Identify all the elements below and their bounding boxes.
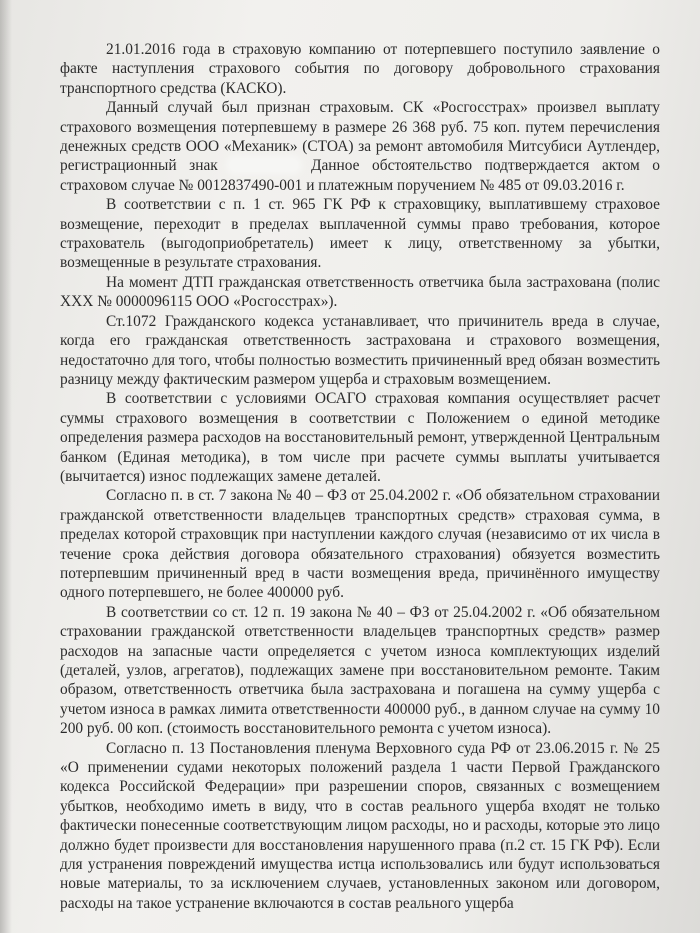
paragraph-6: В соответствии с условиями ОСАГО страховая компания осуществляет расчет суммы страхового возмещения в соответствии с Положением о единой методике определения размера расходов на восстановительный ремонт, утвержденной Центральным банком (Единая методика), в том числе при расчете суммы выплаты учитывается (вычитается) износ подлежащих замене деталей. <box>60 390 660 485</box>
paragraph-2-text: Данный случай был признан страховым. СК «Росгосстрах» произвел выплату страхового возмещения потерпевшему в размере 26 368 руб. 75 коп. путем перечисления денежных средств ООО «Механик» (СТОА) за ремонт автомобиля Митсубиси Аутлендер, регистрационный знак <box>60 99 660 175</box>
paragraph-2 <box>60 98 660 195</box>
page-edge-shadow <box>0 0 12 933</box>
paragraph-2-continuation: Данное обстоятельство подтверждается актом о страховом случае № 0012837490-001 и платежным поручением № 485 от 09.03.2016 г. <box>60 157 660 194</box>
paragraph-5: Ст.1072 Гражданского кодекса устанавливает, что причинитель вреда в случае, когда его гражданская ответственность застрахована и страхового возмещения, недостаточно для того, чтобы полностью возместить причиненный вред обязан возместить разницу между фактическим размером ущерба и страховым возмещением. <box>60 312 660 388</box>
paragraph-8: В соответствии со ст. 12 п. 19 закона № 40 – ФЗ от 25.04.2002 г. «Об обязательном страховании гражданской ответственности владельцев транспортных средств» размер расходов на запасные части определяется с учетом износа комплектующих изделий (деталей, узлов, агрегатов), подлежащих замене при восстановительном ремонте. Таким образом, ответственность ответчика была застрахована и погашена на сумму ущерба с учетом износа в рамках лимита ответственности 400000 руб., в данном случае на сумму 10 200 руб. 00 коп. (стоимость восстановительного ремонта с учетом износа). <box>60 603 660 738</box>
paragraph-9: Согласно п. 13 Постановления пленума Верховного суда РФ от 23.06.2015 г. № 25 «О применении судами некоторых положений раздела 1 части Первой Гражданского кодекса Российской Федерации» при разрешении споров, связанных с возмещением убытков, необходимо иметь в виду, что в состав реального ущерба входят не только фактически понесенные соответствующим лицом расходы, но и расходы, которые это лицо должно будет произвести для восстановления нарушенного права (п.2 ст. 15 ГК РФ). Если для устранения повреждений имущества истца использовались или будут использоваться новые материалы, то за исключением случаев, установленных законом или договором, расходы на такое устранение включаются в состав реального ущерба <box>60 739 660 912</box>
redacted-plate-number <box>230 159 298 171</box>
document-body <box>60 40 660 913</box>
paragraph-3: В соответствии с п. 1 ст. 965 ГК РФ к страховщику, выплатившему страховое возмещение, переходит в пределах выплаченной суммы право требования, которое страхователь (выгодоприобретатель) имеет к лицу, ответственному за убытки, возмещенные в результате страхования. <box>60 196 660 272</box>
paragraph-1: 21.01.2016 года в страховую компанию от потерпевшего поступило заявление о факте наступления страхового события по договору добровольного страхования транспортного средства (КАСКО). <box>60 41 660 97</box>
paragraph-7: Согласно п. в ст. 7 закона № 40 – ФЗ от 25.04.2002 г. «Об обязательном страховании гражданской ответственности владельцев транспортных средств» страховая сумма, в пределах которой страховщик при наступлении каждого случая (независимо от их числа в течение срока действия договора обязательного страхования) обязуется возместить потерпевшим причиненный вред в части возмещения вреда, причинённого имуществу одного потерпевшего, не более 400000 руб. <box>60 487 660 602</box>
paragraph-4: На момент ДТП гражданская ответственность ответчика была застрахована (полис ХХХ № 0000096115 ООО «Росгосстрах»). <box>60 273 660 311</box>
